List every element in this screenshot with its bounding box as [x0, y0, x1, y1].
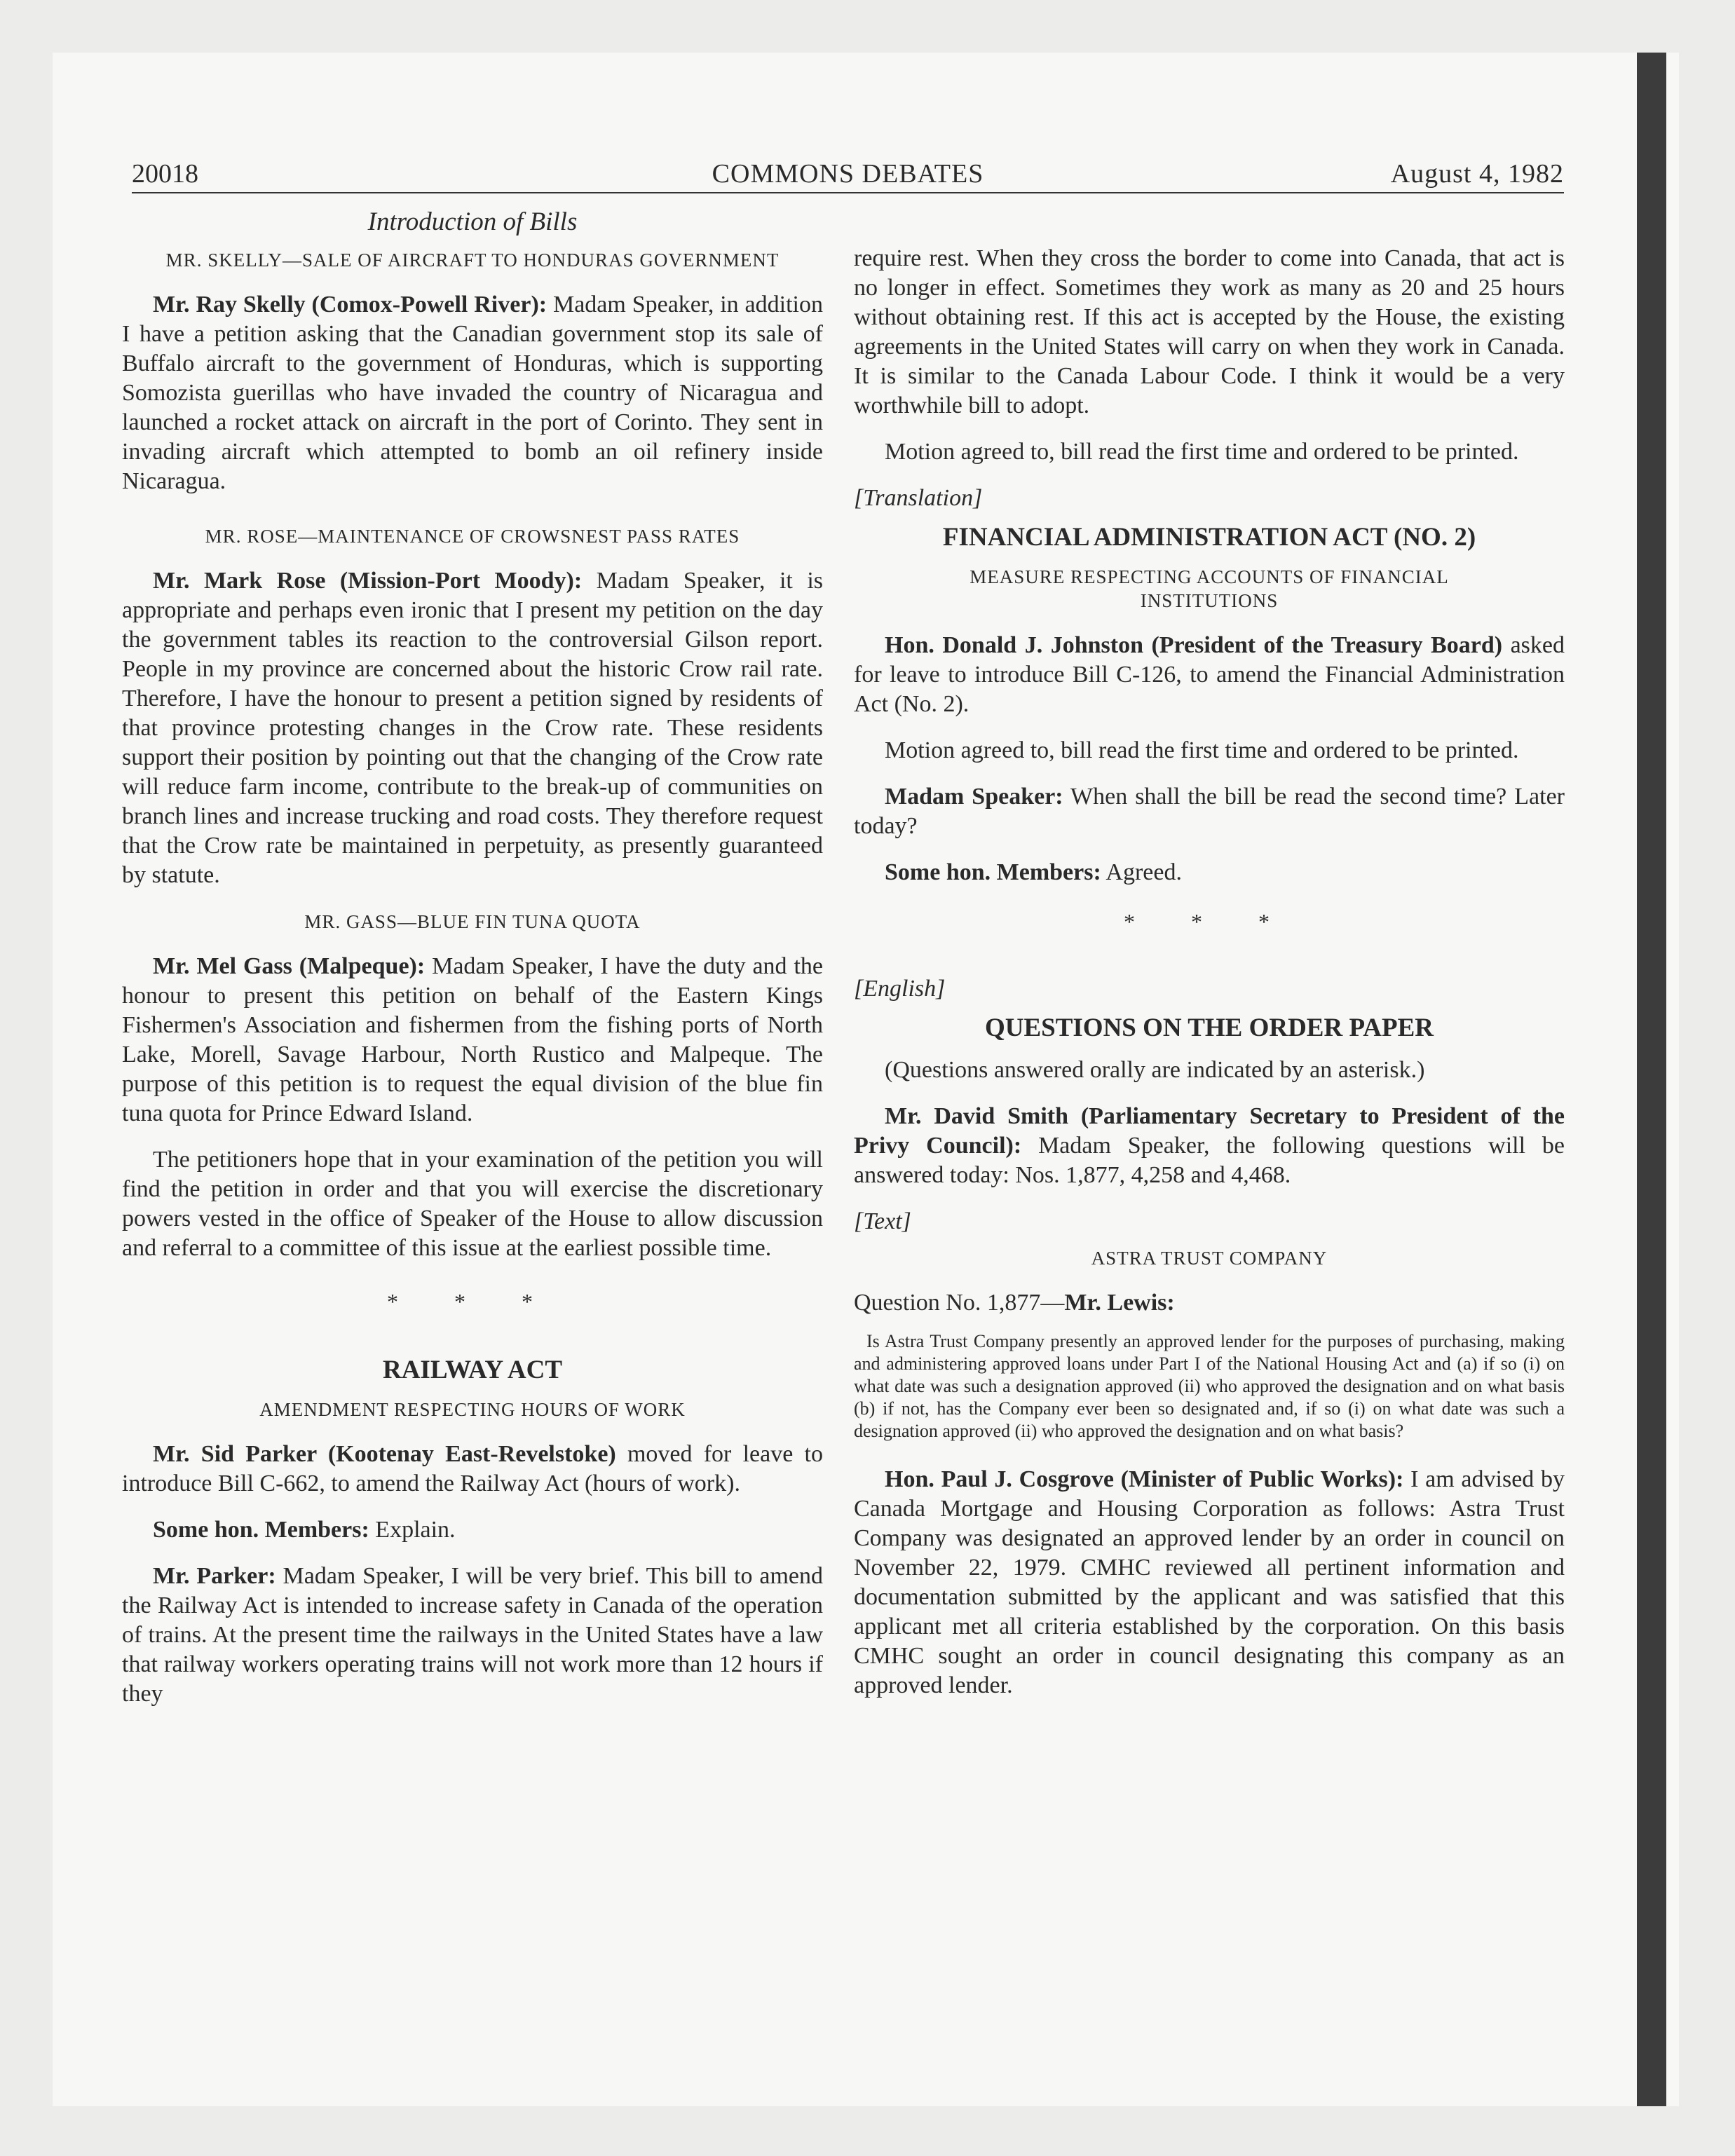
scan-edge-bar [1637, 53, 1666, 2106]
financial-heading: FINANCIAL ADMINISTRATION ACT (NO. 2) [942, 523, 1476, 552]
speaker-name: Madam Speaker: [885, 784, 1063, 810]
parker-motion-paragraph: Mr. Sid Parker (Kootenay East-Revelstoke) moved for leave to introduce Bill C-662, to amend the Railway Act (hours of work). [122, 1441, 823, 1496]
speaker-name: Mr. Mark Rose (Mission-Port Moody): [153, 568, 583, 594]
rose-paragraph: Mr. Mark Rose (Mission-Port Moody): Madam Speaker, it is appropriate and perhaps even ironic that I present my petition on the day the government tables its reaction to the controversial Gilson report. People in my province are concerned about the historic Crow rail rate. Therefore, I have the honour to present a petition signed by residents of that province protesting changes in the Crow rate. These residents support their position by pointing out that the changing of the Crow rate will reduce farm income, contribute to the break-up of communities on branch lines and increase trucking and road costs. They therefore request that the Crow rate be maintained in perpetuity, as presently guaranteed by statute. [122, 568, 823, 888]
question-line: Question No. 1,877—Mr. Lewis: [854, 1290, 1175, 1316]
gass-paragraph: Mr. Mel Gass (Malpeque): Madam Speaker, I have the duty and the honour to present this petition on behalf of the Eastern Kings Fishermen's Association and fishermen from the fishing ports of North Lake, Morell, Savage Harbour, North Rustico and Malpeque. The purpose of this petition is to request the equal division of the blue fin tuna quota for Prince Edward Island. [122, 953, 823, 1126]
speaker-name: Hon. Paul J. Cosgrove (Minister of Public Works): [885, 1466, 1404, 1492]
speaker-name: Mr. Ray Skelly (Comox-Powell River): [153, 292, 547, 318]
speaker-name: Mr. Sid Parker (Kootenay East-Revelstoke) [153, 1441, 616, 1467]
johnston-paragraph: Hon. Donald J. Johnston (President of the Treasury Board) asked for leave to introduce Bill C-126, to amend the Financial Administration Act (No. 2). [854, 632, 1565, 717]
skelly-paragraph: Mr. Ray Skelly (Comox-Powell River): Madam Speaker, in addition I have a petition asking that the Canadian government stop its sale of Buffalo aircraft to the government of Honduras, which is supporting Somozista guerillas who have invaded the country of Nicaragua and launched a rocket attack on aircraft in the port of Corinto. They sent in invading aircraft which attempted to bomb an oil refinery inside Nicaragua. [122, 292, 823, 494]
members-agreed-paragraph: Some hon. Members: Agreed. [885, 859, 1182, 885]
publication-date: August 4, 1982 [1390, 159, 1564, 189]
railway-subheading: AMENDMENT RESPECTING HOURS OF WORK [259, 1399, 686, 1420]
section-title: Introduction of Bills [367, 207, 578, 236]
speaker-name: Some hon. Members: [153, 1517, 369, 1543]
left-column [122, 207, 823, 1726]
parker-speech-continued: require rest. When they cross the border to come into Canada, that act is no longer in effect. Sometimes they work as many as 20 and 25 hours without obtaining rest. If this act is accepted by the House, the existing agreements in the United States will carry on when they work in Canada. It is similar to the Canada Labour Code. I think it would be a very worthwhile bill to adopt. [854, 245, 1565, 418]
text-label: [Text] [854, 1208, 911, 1234]
page-number: 20018 [132, 159, 198, 189]
section-break-stars: * * * [387, 1289, 558, 1314]
page-header [132, 156, 1564, 193]
smith-paragraph: Mr. David Smith (Parliamentary Secretary to President of the Privy Council): Madam Speaker, the following questions will be answered today: Nos. 1,877, 4,258 and 4,468. [854, 1103, 1565, 1188]
english-label: [English] [854, 976, 946, 1002]
skelly-heading: MR. SKELLY—SALE OF AIRCRAFT TO HONDURAS GOVERNMENT [165, 250, 780, 271]
rose-heading: MR. ROSE—MAINTENANCE OF CROWSNEST PASS RATES [205, 526, 740, 547]
questions-note: (Questions answered orally are indicated by an asterisk.) [885, 1057, 1425, 1083]
question-text: Is Astra Trust Company presently an approved lender for the purposes of purchasing, making and administering approved loans under Part I of the National Housing Act and (a) if so (i) on what date was such a designation approved (ii) who approved the designation and on what basis (b) if not, has the Company ever been so designated and, if so (i) on what date was such a designation approved (ii) who approved the designation and on what basis? [854, 1331, 1565, 1441]
motion-agreed-1: Motion agreed to, bill read the first time and ordered to be printed. [885, 439, 1519, 465]
members-explain-paragraph: Some hon. Members: Explain. [153, 1517, 456, 1543]
publication-title: COMMONS DEBATES [712, 159, 984, 189]
speaker-name: Mr. Mel Gass (Malpeque): [153, 953, 426, 979]
section-break-stars-2: * * * [1124, 909, 1295, 934]
questions-heading: QUESTIONS ON THE ORDER PAPER [984, 1014, 1434, 1042]
railway-heading: RAILWAY ACT [382, 1356, 563, 1384]
motion-agreed-2: Motion agreed to, bill read the first time and ordered to be printed. [885, 737, 1519, 763]
financial-subheading: MEASURE RESPECTING ACCOUNTS OF FINANCIAL INSTITUTIONS [969, 566, 1449, 611]
gass-paragraph-2: The petitioners hope that in your examination of the petition you will find the petition in order and that you will exercise the discretionary powers vested in the office of Speaker of the House to allow discussion and referral to a committee of this issue at the earliest possible time. [122, 1147, 823, 1261]
astra-heading: ASTRA TRUST COMPANY [1091, 1248, 1328, 1269]
right-column [854, 244, 1565, 1717]
gass-heading: MR. GASS—BLUE FIN TUNA QUOTA [304, 911, 641, 932]
speaker-name: Mr. Parker: [153, 1563, 276, 1589]
translation-label: [Translation] [854, 485, 983, 511]
speaker-name: Hon. Donald J. Johnston (President of the Treasury Board) [885, 632, 1503, 658]
speaker-name: Some hon. Members: [885, 859, 1101, 885]
cosgrove-answer-paragraph: Hon. Paul J. Cosgrove (Minister of Public Works): I am advised by Canada Mortgage and Housing Corporation as follows: Astra Trust Company was designated an approved lender by an order in council on November 22, 1979. CMHC reviewed all pertinent information and documentation submitted by the applicant and was satisfied that this applicant met all criteria established by the corporation. On this basis CMHC sought an order in council designating this company as an approved lender. [854, 1466, 1565, 1698]
speaker-name: Mr. David Smith (Parliamentary Secretary to President of the Privy Council): [854, 1103, 1565, 1159]
madam-speaker-paragraph: Madam Speaker: When shall the bill be read the second time? Later today? [854, 784, 1565, 839]
asker-name: Mr. Lewis: [1064, 1290, 1175, 1316]
parker-speech-paragraph: Mr. Parker: Madam Speaker, I will be very brief. This bill to amend the Railway Act is intended to increase safety in Canada of the operation of trains. At the present time the railways in the United States have a law that railway workers operating trains will not work more than 12 hours if they [122, 1563, 823, 1707]
